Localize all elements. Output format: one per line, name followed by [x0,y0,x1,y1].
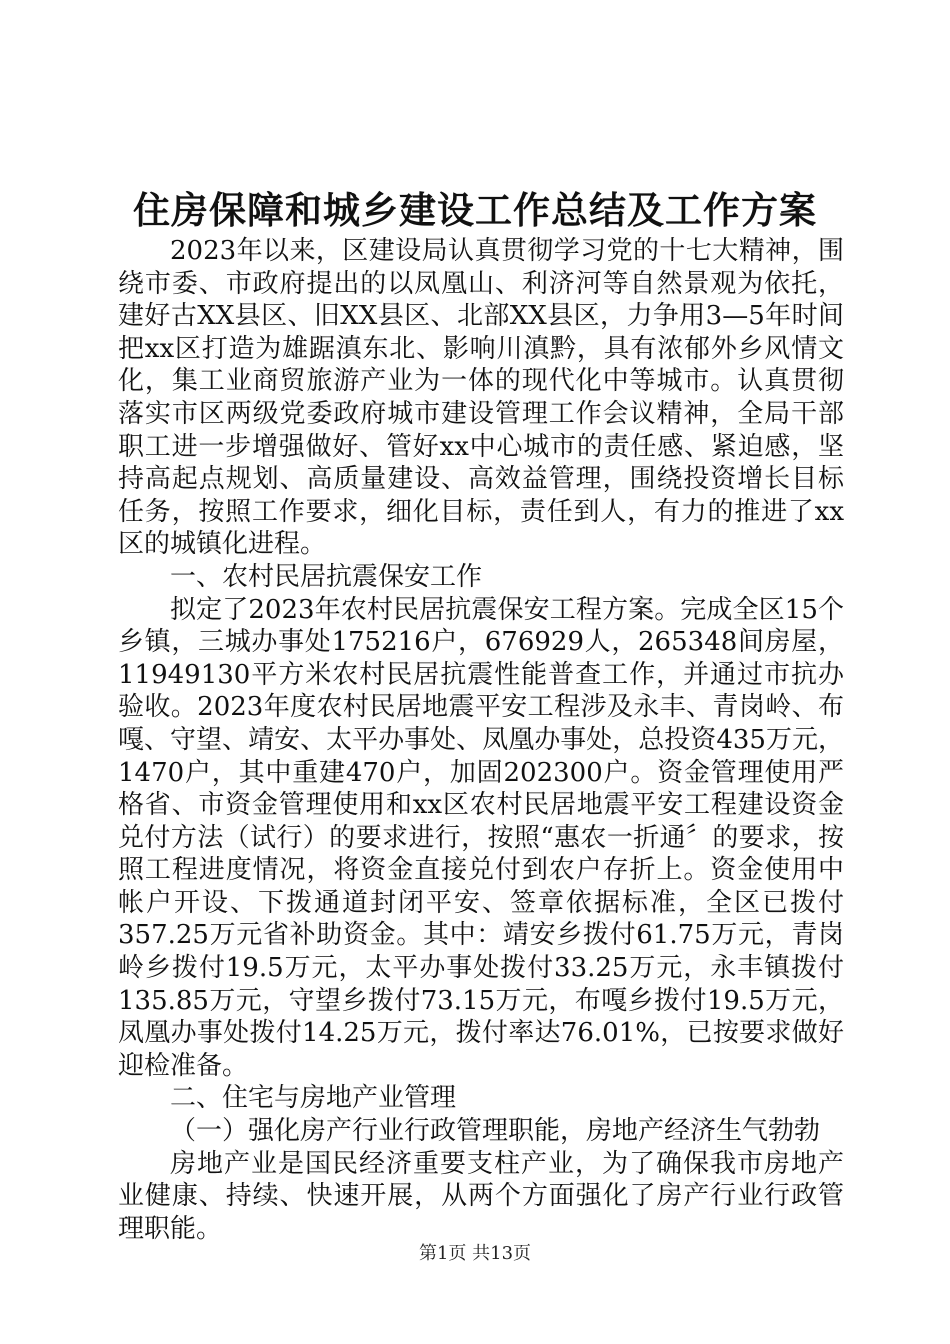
document-title: 住房保障和城乡建设工作总结及工作方案 [133,188,817,232]
page-number: 第1页 共13页 [418,1243,532,1264]
paragraph-section-1: 拟定了2023年农村民居抗震保安工程方案。完成全区15个乡镇，三城办事处175216户，676929人，265348间房屋，11949130平方米农村民居抗震性能普查工作，并通过市抗办验收。2023年度农村民居地震平安工程涉及永丰、青岗岭、布嘎、守望、靖安、太平办事处、凤凰办事处，总投资435万元，1470户，其中重建470户，加固202300户。资金管理使用严格省、市资金管理使用和xx区农村民居地震平安工程建设资金兑付方法（试行）的要求进行，按照“惠农一折通〞的要求，按照工程进度情况，将资金直接兑付到农户存折上。资金使用中帐户开设、下拨通道封闭平安、签章依据标准，全区已拨付357.25万元省补助资金。其中：靖安乡拨付61.75万元，青岗岭乡拨付19.5万元，太平办事处拨付33.25万元，永丰镇拨付135.85万元，守望乡拨付73.15万元，布嘎乡拨付19.5万元，凤凰办事处拨付14.25万元，拨付率达76.01%，已按要求做好迎检准备。 [118,594,844,1081]
section-heading-1: 一、农村民居抗震保安工作 [170,561,483,592]
document-body [118,235,844,1245]
paragraph-section-2: 房地产业是国民经济重要支柱产业，为了确保我市房地产业健康、持续、快速开展，从两个方面强化了房产行业行政管理职能。 [118,1148,844,1244]
paragraph-intro: 2023年以来，区建设局认真贯彻学习党的十七大精神，围绕市委、市政府提出的以凤凰山、利济河等自然景观为依托，建好古XX县区、旧XX县区、北部XX县区，力争用3—5年时间把xx区打造为雄踞滇东北、影响川滇黔，具有浓郁外乡风情文化，集工业商贸旅游产业为一体的现代化中等城市。认真贯彻落实市区两级党委政府城市建设管理工作会议精神，全局干部职工进一步增强做好、管好xx中心城市的责任感、紧迫感，坚持高起点规划、高质量建设、高效益管理，围绕投资增长目标任务，按照工作要求，细化目标，责任到人，有力的推进了xx区的城镇化进程。 [118,236,844,560]
subsection-heading-1: （一）强化房产行业行政管理职能，房地产经济生气勃勃 [170,1116,821,1147]
section-heading-2: 二、住宅与房地产业管理 [170,1083,457,1114]
